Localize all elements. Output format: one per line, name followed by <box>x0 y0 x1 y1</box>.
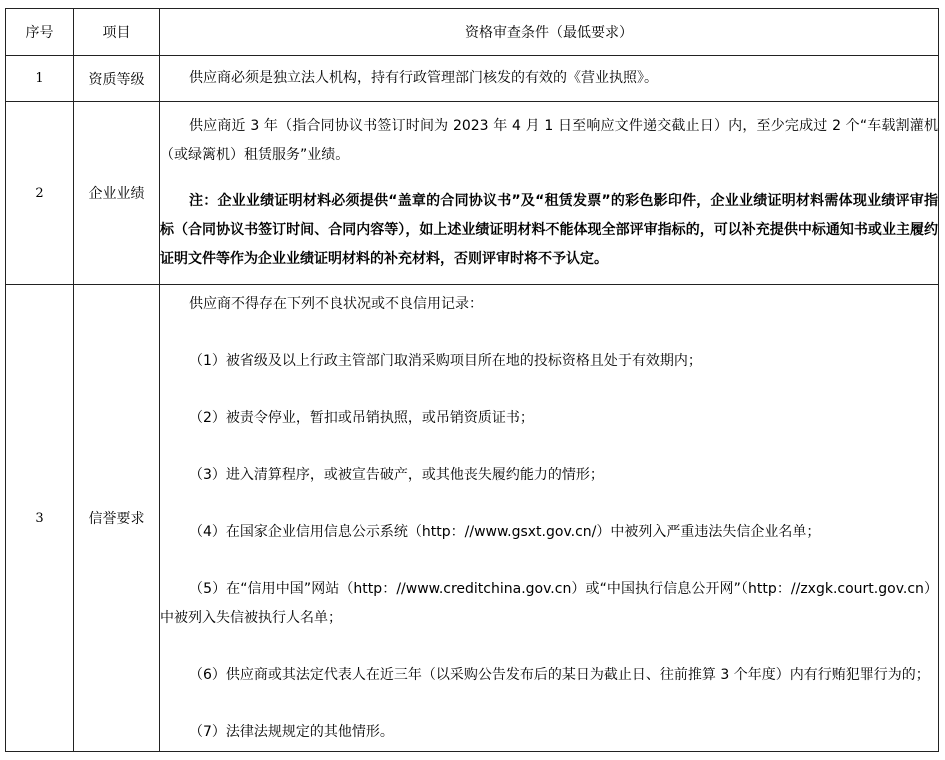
requirement-item-3: （3）进入清算程序，或被宣告破产，或其他丧失履约能力的情形； <box>189 466 604 483</box>
requirement-item-7: （7）法律法规规定的其他情形。 <box>189 723 394 740</box>
table-row <box>6 102 939 285</box>
row-requirement <box>160 285 939 752</box>
header-no: 序号 <box>6 9 74 56</box>
requirement-item-1: （1）被省级及以上行政主管部门取消采购项目所在地的投标资格且处于有效期内； <box>189 352 702 369</box>
qualification-table <box>5 8 939 752</box>
requirement-paragraph: 供应商不得存在下列不良状况或不良信用记录： <box>189 295 483 312</box>
requirement-paragraph: 供应商必须是独立法人机构，持有行政管理部门核发的有效的《营业执照》。 <box>189 70 658 86</box>
requirement-paragraph: 供应商近 3 年（指合同协议书签订时间为 2023 年 4 月 1 日至响应文件递交截止日）内，至少完成过 2 个“车载割灌机（或绿篱机）租赁服务”业绩。 <box>160 118 938 163</box>
row-number: 2 <box>6 102 74 285</box>
row-requirement <box>160 56 939 102</box>
requirement-note: 注：企业业绩证明材料必须提供“盖章的合同协议书”及“租赁发票”的彩色影印件，企业业绩证明材料需体现业绩评审指标（合同协议书签订时间、合同内容等），如上述业绩证明材料不能体现全部评审指标的，可以补充提供中标通知书或业主履约证明文件等作为企业业绩证明材料的补充材料，否则评审时将不予认定。 <box>160 193 938 267</box>
row-requirement <box>160 102 939 285</box>
row-number: 3 <box>6 285 74 752</box>
requirement-item-4: （4）在国家企业信用信息公示系统（http：//www.gsxt.gov.cn/）中被列入严重违法失信企业名单； <box>189 523 821 540</box>
requirement-item-6: （6）供应商或其法定代表人在近三年（以采购公告发布后的某日为截止日、往前推算 3 个年度）内有行贿犯罪行为的； <box>189 666 930 683</box>
row-item: 信誉要求 <box>74 285 160 752</box>
row-item: 资质等级 <box>74 56 160 102</box>
row-item: 企业业绩 <box>74 102 160 285</box>
header-requirement: 资格审查条件（最低要求） <box>160 9 939 56</box>
table-header-row <box>6 9 939 56</box>
row-number: 1 <box>6 56 74 102</box>
requirement-item-2: （2）被责令停业，暂扣或吊销执照，或吊销资质证书； <box>189 409 534 426</box>
table-row <box>6 285 939 752</box>
header-item: 项目 <box>74 9 160 56</box>
requirement-item-5: （5）在“信用中国”网站（http：//www.creditchina.gov.cn）或“中国执行信息公开网”（http：//zxgk.court.gov.cn）中被列入失信被执行人名单； <box>160 580 938 626</box>
table-row <box>6 56 939 102</box>
